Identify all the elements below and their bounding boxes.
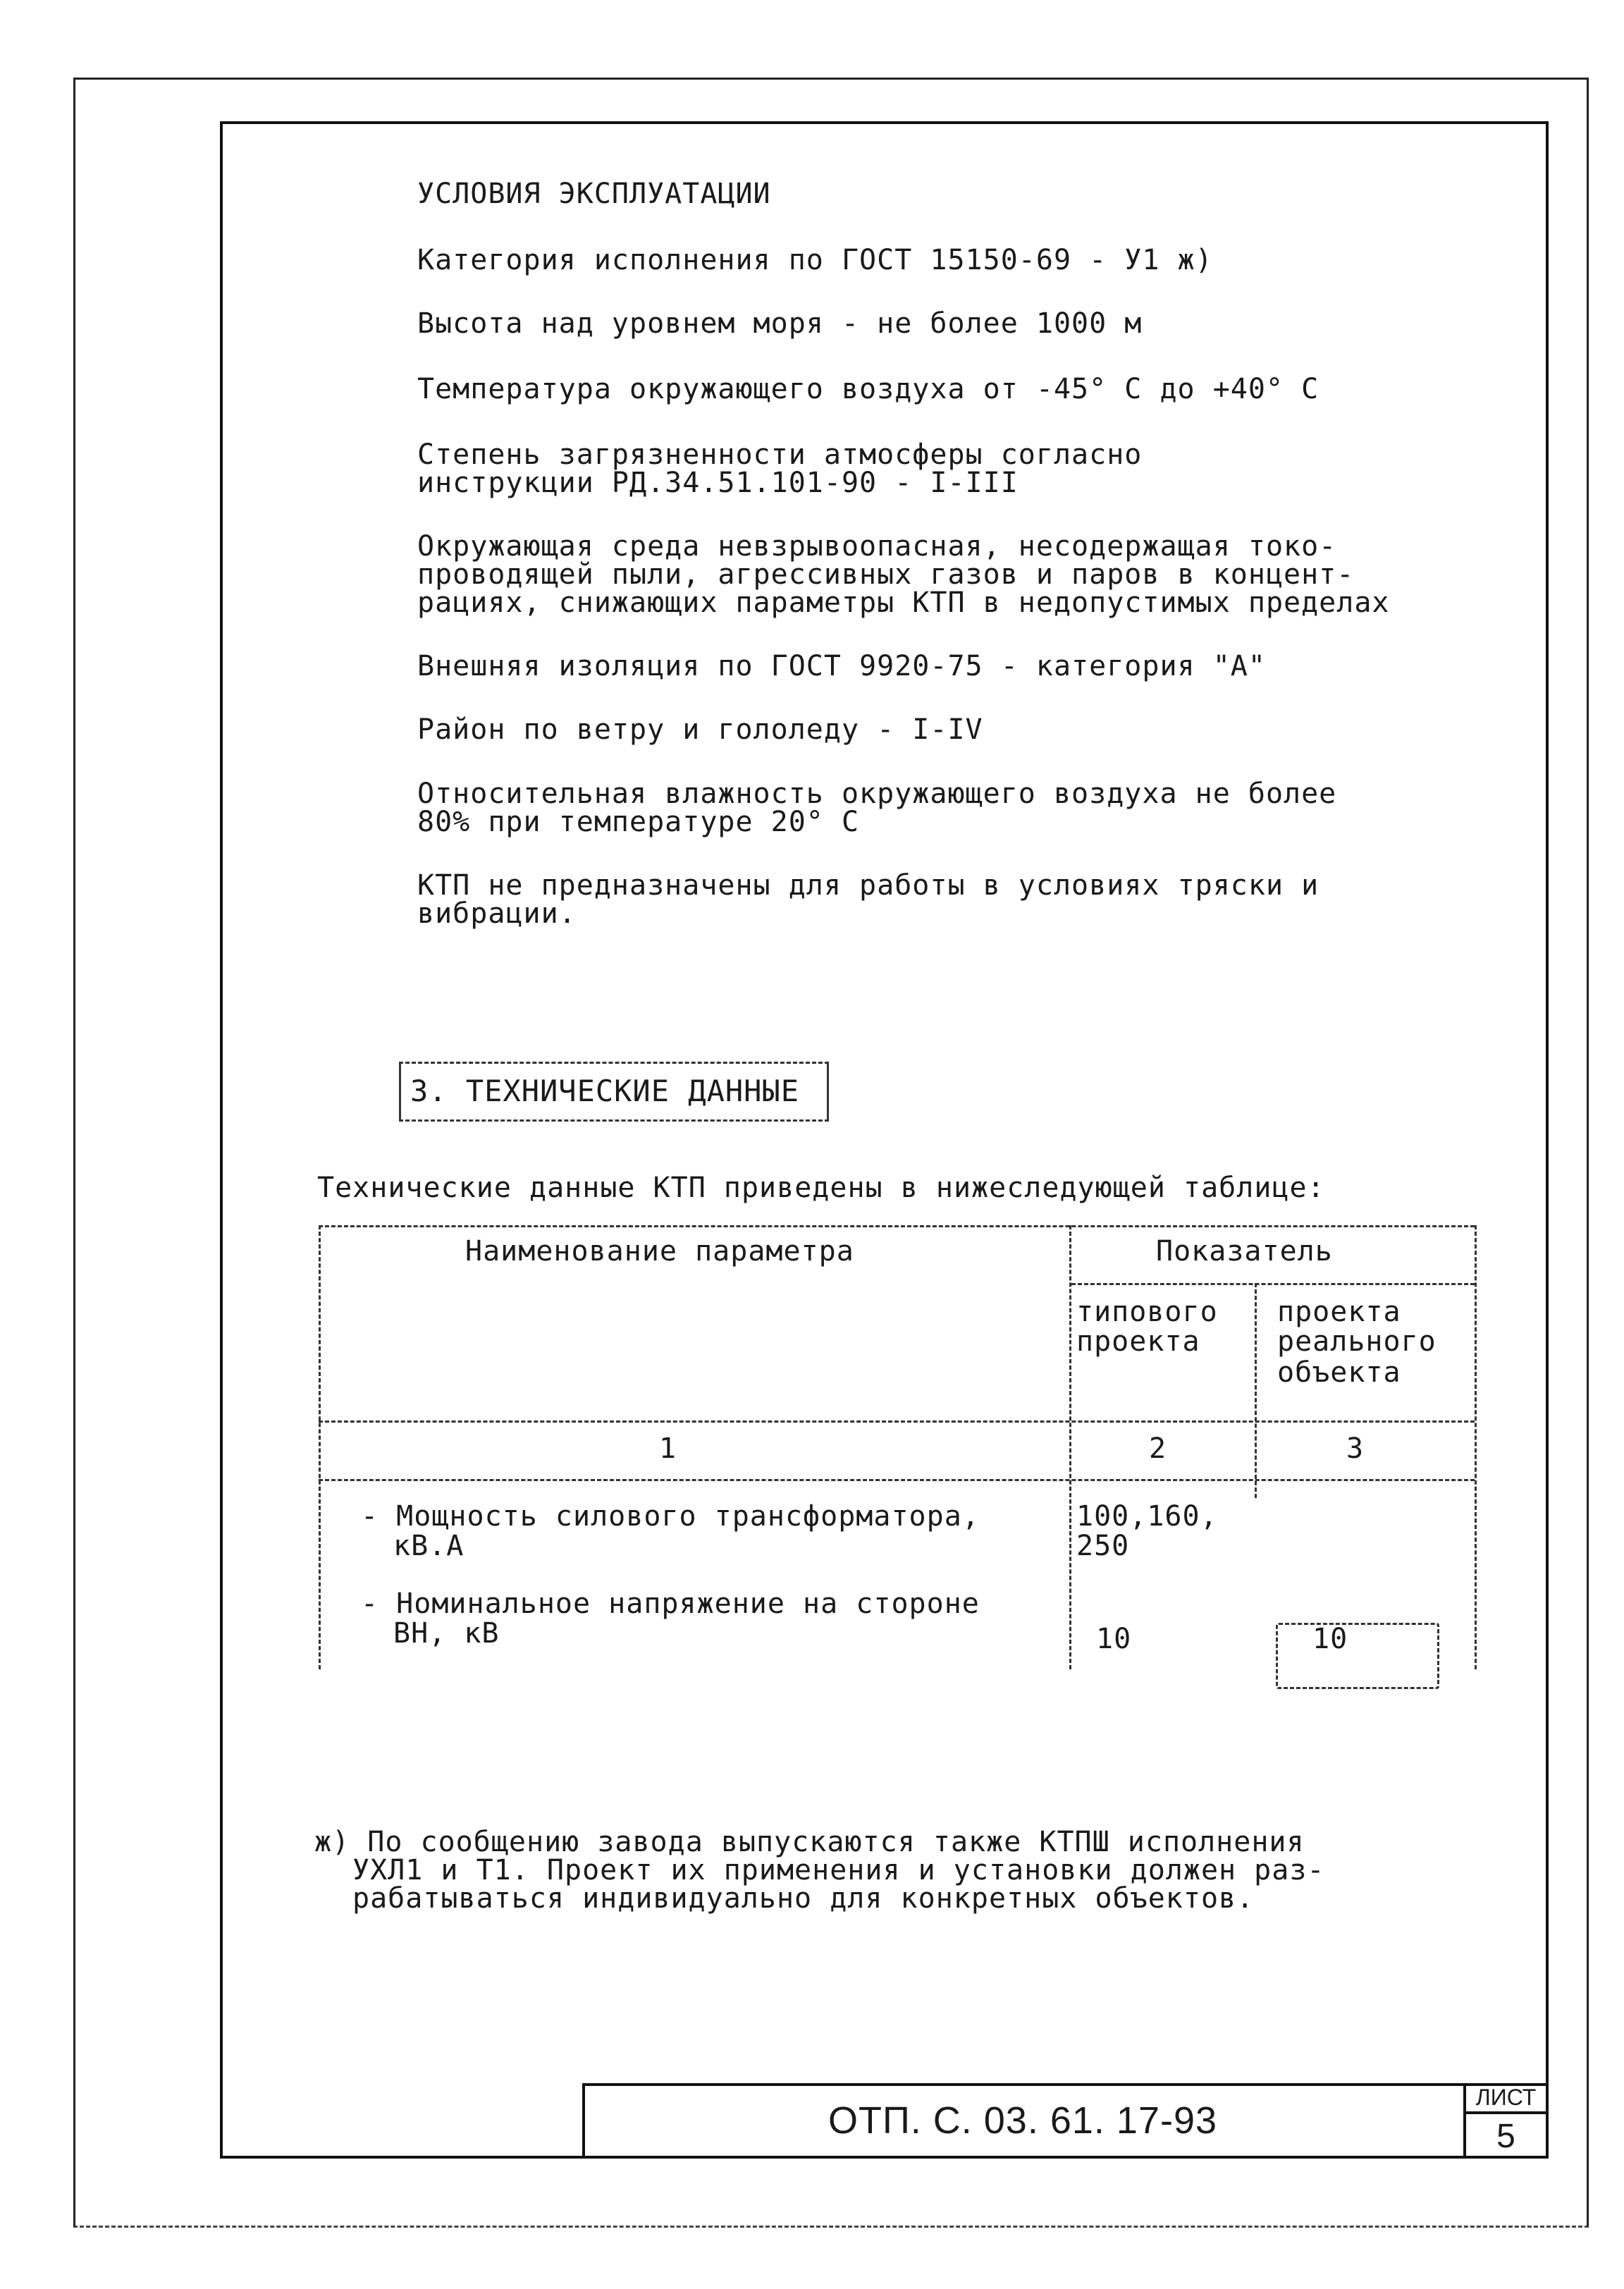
row-2-param-1: - Номинальное напряжение на стороне [361,1588,980,1620]
col-number-2: 2 [1149,1432,1167,1465]
row-2-typical: 10 [1096,1623,1132,1655]
row-1-param-2: кВ.А [393,1530,465,1562]
footnote-line-1: ж) По сообщению завода выпускаются также КТПШ исполнения [314,1826,1305,1858]
footnote-line-3: рабатываться индивидуально для конкретных объектов. [352,1882,1255,1915]
col-number-3: 3 [1346,1432,1365,1465]
header-typical-2: проекта [1076,1325,1200,1358]
table-col-divider-1 [1069,1225,1071,1669]
sheet-number: 5 [1496,2118,1515,2155]
altitude-line: Высота над уровнем моря - не более 1000 м [417,307,1143,340]
environment-line-2: проводящей пыли, агрессивных газов и паров в концент- [417,558,1355,591]
header-typical-1: типового [1076,1296,1218,1328]
title-block-top-line [582,2083,1549,2086]
humidity-line-1: Относительная влажность окружающего воздуха не более [417,778,1337,810]
document-code: ОТП. С. 03. 61. 17-93 [828,2099,1218,2142]
pollution-line-1: Степень загрязненности атмосферы согласно [417,438,1143,471]
sheet-label-rule [1463,2111,1549,2114]
table-indicator-rule [1071,1283,1475,1285]
row-1-typical-1: 100,160, [1076,1500,1218,1533]
environment-line-1: Окружающая среда невзрывоопасная, несодержащая токо- [417,530,1337,563]
row-1-real-value-box [1276,1623,1439,1689]
pollution-line-2: инструкции РД.34.51.101-90 - I-III [417,467,1019,499]
header-real-3: объекта [1277,1356,1401,1389]
row-1-param-1: - Мощность силового трансформатора, [361,1500,980,1533]
vibration-line-2: вибрации. [417,897,577,930]
row-2-real: 10 [1312,1623,1348,1655]
header-param: Наименование параметра [465,1235,854,1268]
table-intro: Технические данные КТП приведены в нижеследующей таблице: [317,1172,1325,1204]
vibration-line-1: КТП не предназначены для работы в условиях тряски и [417,869,1320,902]
wind-line: Район по ветру и гололеду - I-IV [417,713,983,746]
humidity-line-2: 80% при температуре 20° С [417,806,860,838]
section-title: 3. ТЕХНИЧЕСКИЕ ДАННЫЕ [410,1074,800,1108]
header-real-2: реального [1277,1325,1437,1358]
row-1-typical-2: 250 [1076,1530,1130,1562]
title-block [582,2083,1549,2159]
table-col-divider-2 [1255,1283,1257,1498]
category-line: Категория исполнения по ГОСТ 15150-69 - У1 ж) [417,244,1213,276]
temperature-line: Температура окружающего воздуха от -45° С до +40° С [417,373,1320,405]
table-left-rule [319,1225,321,1669]
insulation-line: Внешняя изоляция по ГОСТ 9920-75 - категория "А" [417,650,1266,682]
row-2-param-2: ВН, кВ [393,1617,500,1650]
table-header-rule [319,1420,1475,1423]
sheet-label: ЛИСТ [1475,2085,1537,2110]
table-number-rule [319,1479,1475,1481]
col-number-1: 1 [659,1432,677,1465]
table-right-rule [1475,1225,1477,1669]
footnote-line-2: УХЛ1 и Т1. Проект их применения и установки должен раз- [352,1854,1325,1886]
table-top-rule [319,1225,1475,1227]
header-indicator: Показатель [1156,1235,1333,1268]
header-real-1: проекта [1277,1296,1401,1328]
environment-line-3: рациях, снижающих параметры КТП в недопустимых пределах [417,587,1390,619]
conditions-heading: УСЛОВИЯ ЭКСПЛУАТАЦИИ [417,178,771,210]
